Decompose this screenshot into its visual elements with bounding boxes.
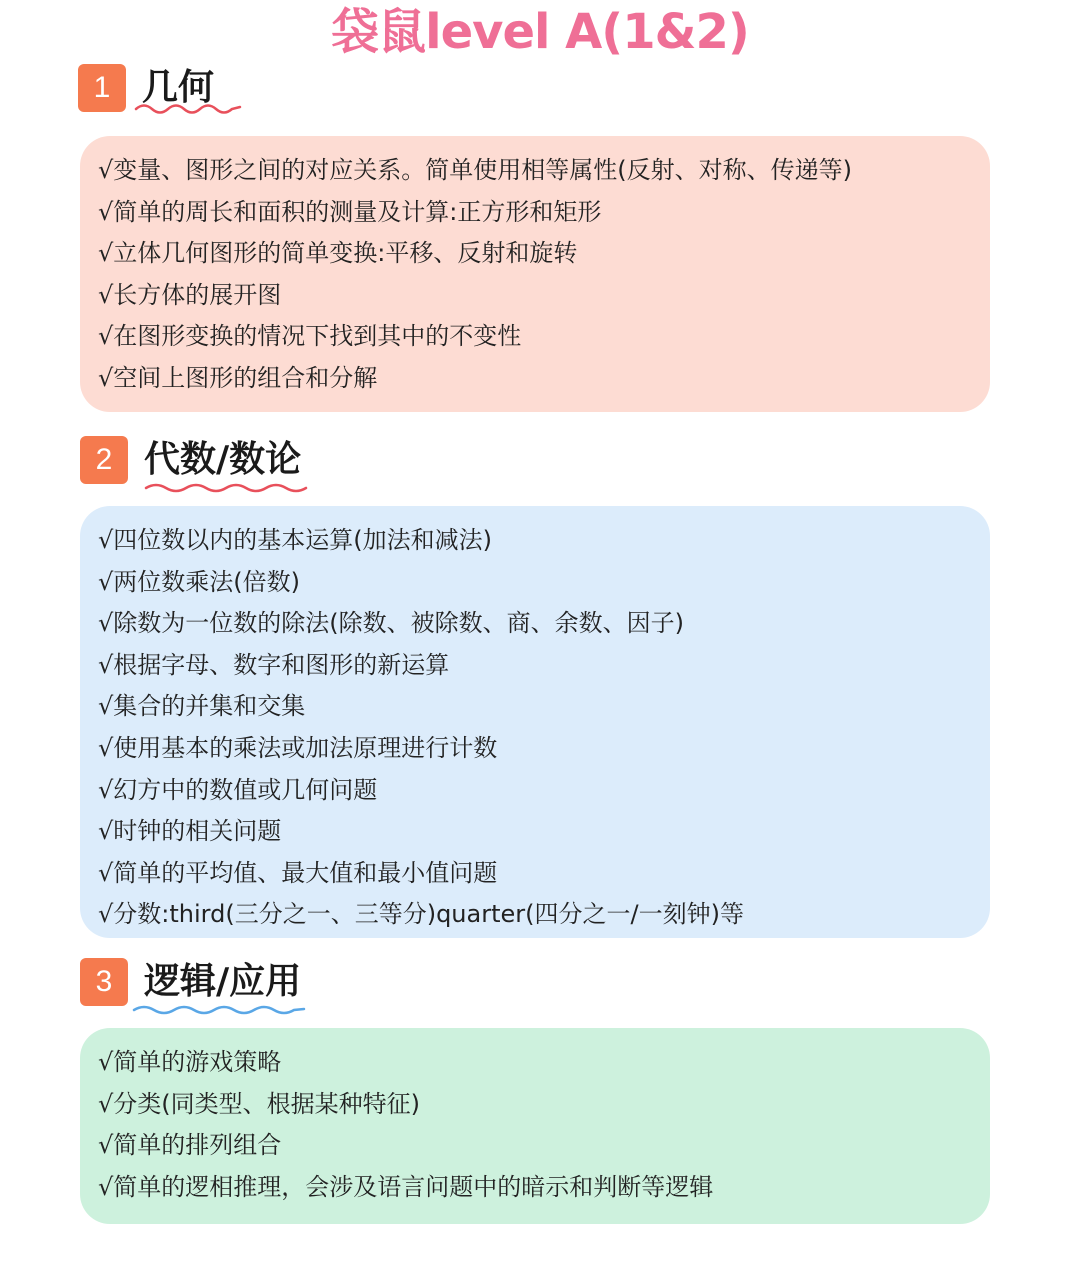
checkmark-icon: √	[98, 692, 114, 721]
item-list	[98, 150, 990, 400]
list-item-text: 分数:third(三分之一、三等分)quarter(四分之一/一刻钟)等	[113, 900, 744, 929]
list-item-text: 除数为一位数的除法(除数、被除数、商、余数、因子)	[113, 609, 685, 638]
list-item	[98, 853, 990, 895]
section-title: 逻辑/应用	[144, 961, 302, 1002]
list-item	[98, 1167, 990, 1209]
list-item	[98, 728, 990, 770]
checkmark-icon: √	[98, 156, 114, 184]
squiggle-path	[134, 1007, 304, 1013]
section-number-badge: 2	[80, 436, 128, 484]
list-item-text: 时钟的相关问题	[113, 817, 282, 846]
section-header-algebra	[80, 436, 340, 492]
list-item	[98, 686, 990, 728]
list-item-text: 两位数乘法(倍数)	[113, 567, 301, 596]
checkmark-icon: √	[98, 239, 114, 268]
section-title: 几何	[142, 67, 215, 108]
list-item-text: 简单的平均值、最大值和最小值问题	[113, 858, 498, 887]
checkmark-icon: √	[98, 1172, 114, 1201]
section-header-geometry	[78, 64, 278, 120]
section-header-logic	[80, 958, 340, 1014]
list-item-text: 简单的游戏策略	[113, 1048, 282, 1076]
checkmark-icon: √	[98, 363, 114, 392]
list-item-text: 变量、图形之间的对应关系。简单使用相等属性(反射、对称、传递等)	[113, 156, 853, 184]
checkmark-icon: √	[98, 197, 114, 226]
squiggle-path	[146, 485, 306, 491]
checkmark-icon: √	[98, 858, 114, 887]
list-item-text: 在图形变换的情况下找到其中的不变性	[113, 322, 522, 351]
list-item	[98, 645, 990, 687]
section-title: 代数/数论	[144, 439, 302, 480]
item-list	[98, 1042, 990, 1208]
checkmark-icon: √	[98, 322, 114, 351]
card-geometry	[80, 136, 990, 412]
list-item	[98, 1084, 990, 1126]
list-item	[98, 150, 990, 192]
list-item	[98, 192, 990, 234]
checkmark-icon: √	[98, 775, 114, 804]
list-item	[98, 316, 990, 358]
checkmark-icon: √	[98, 817, 114, 846]
checkmark-icon: √	[98, 1089, 114, 1118]
list-item-text: 空间上图形的组合和分解	[113, 363, 378, 392]
list-item-text: 四位数以内的基本运算(加法和减法)	[113, 526, 493, 554]
checkmark-icon: √	[98, 526, 114, 554]
checkmark-icon: √	[98, 1048, 114, 1076]
list-item-text: 立体几何图形的简单变换:平移、反射和旋转	[113, 239, 578, 268]
list-item-text: 分类(同类型、根据某种特征)	[113, 1089, 421, 1118]
list-item-text: 长方体的展开图	[113, 280, 282, 309]
checkmark-icon: √	[98, 567, 114, 596]
list-item	[98, 520, 990, 562]
list-item	[98, 603, 990, 645]
blue-squiggle-underline	[132, 1002, 308, 1018]
list-item	[98, 770, 990, 812]
checkmark-icon: √	[98, 900, 114, 929]
list-item-text: 简单的排列组合	[113, 1131, 282, 1160]
list-item	[98, 275, 990, 317]
checkmark-icon: √	[98, 609, 114, 638]
section-number-badge: 3	[80, 958, 128, 1006]
list-item	[98, 811, 990, 853]
list-item-text: 集合的并集和交集	[113, 692, 306, 721]
squiggle-path	[136, 106, 240, 113]
page-title: 袋鼠level A(1&2)	[331, 4, 749, 60]
section-number-badge: 1	[78, 64, 126, 112]
list-item	[98, 1042, 990, 1084]
card-algebra	[80, 506, 990, 938]
list-item	[98, 358, 990, 400]
red-squiggle-underline	[134, 100, 244, 116]
list-item	[98, 562, 990, 604]
checkmark-icon: √	[98, 733, 114, 762]
red-squiggle-underline	[144, 480, 314, 496]
checkmark-icon: √	[98, 650, 114, 679]
list-item-text: 简单的逻相推理，会涉及语言问题中的暗示和判断等逻辑	[113, 1172, 714, 1201]
list-item-text: 幻方中的数值或几何问题	[113, 775, 378, 804]
checkmark-icon: √	[98, 280, 114, 309]
list-item-text: 简单的周长和面积的测量及计算:正方形和矩形	[113, 197, 602, 226]
list-item	[98, 894, 990, 936]
card-logic	[80, 1028, 990, 1224]
list-item-text: 根据字母、数字和图形的新运算	[113, 650, 450, 679]
item-list	[98, 520, 990, 936]
list-item-text: 使用基本的乘法或加法原理进行计数	[113, 733, 498, 762]
list-item	[98, 233, 990, 275]
list-item	[98, 1125, 990, 1167]
checkmark-icon: √	[98, 1131, 114, 1160]
